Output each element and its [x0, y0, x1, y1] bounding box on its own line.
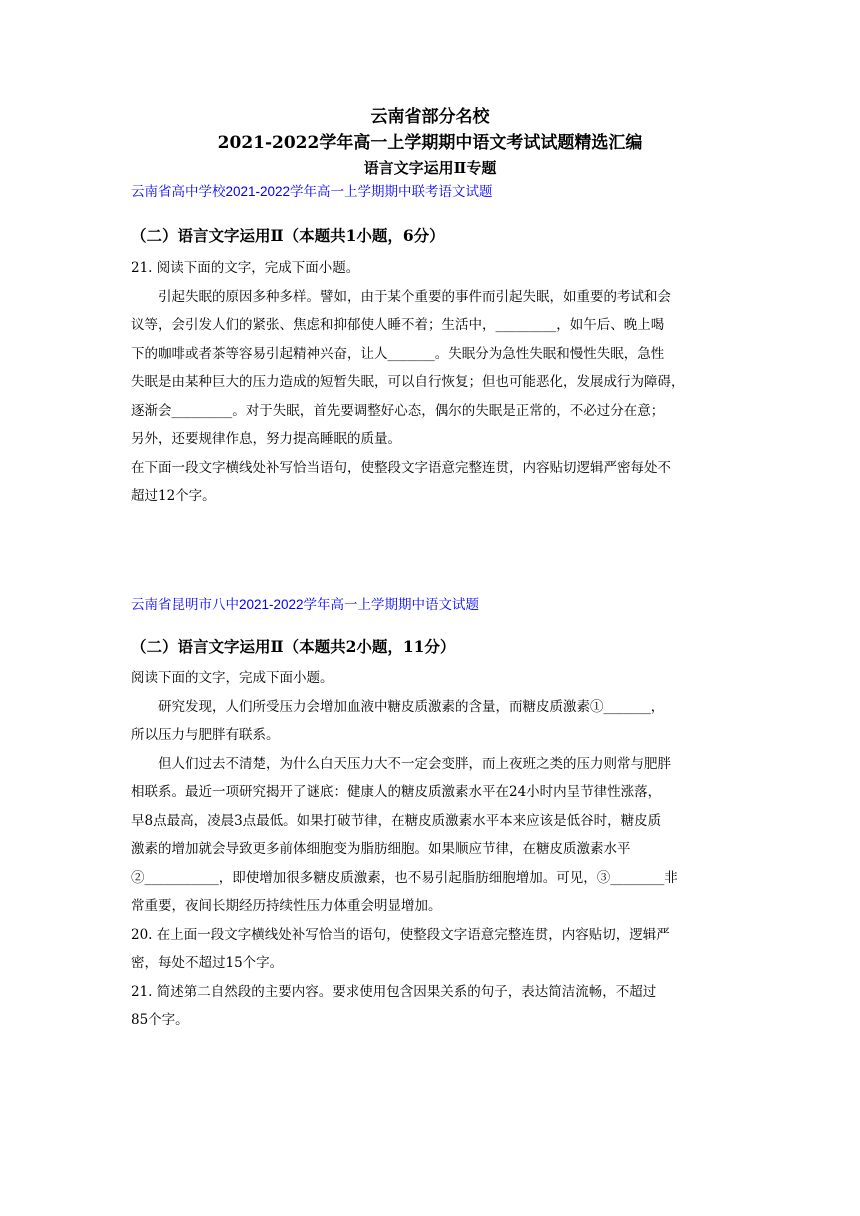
- question-21-line: 21. 简述第二自然段的主要内容。要求使用包含因果关系的句子，表达简洁流畅，不超过: [131, 983, 657, 1000]
- passage-line: 下的咖啡或者茶等容易引起精神兴奋，让人_______。失眠分为急性失眠和慢性失眠，急性: [131, 345, 665, 362]
- passage-line: 失眠是由某种巨大的压力造成的短暂失眠，可以自行恢复；但也可能恶化，发展成行为障碍，: [131, 374, 685, 390]
- section2-heading: （二）语言文字运用Ⅱ（本题共2小题，11分）: [131, 637, 456, 656]
- passage-line: 所以压力与肥胖有联系。: [131, 727, 280, 743]
- instruction-line: 在下面一段文字横线处补写恰当语句，使整段文字语意完整连贯，内容贴切逻辑严密每处不: [131, 459, 671, 476]
- passage-line: 引起失眠的原因多种多样。譬如，由于某个重要的事件而引起失眠，如重要的考试和会: [158, 288, 671, 305]
- instruction-line: 超过12个字。: [131, 488, 216, 504]
- question-21-line: 85个字。: [131, 1012, 189, 1028]
- section1-body: [131, 254, 729, 511]
- section2-source-link[interactable]: 云南省昆明市八中2021-2022学年高一上学期期中语文试题: [131, 597, 480, 612]
- question-20-line: 20. 在上面一段文字横线处补写恰当的语句，使整段文字语意完整连贯，内容贴切，逻辑严: [131, 926, 670, 943]
- passage-line: 相联系。最近一项研究揭开了谜底：健康人的糖皮质激素水平在24小时内呈节律性涨落，: [131, 784, 662, 800]
- passage-line: ②___________，即使增加很多糖皮质激素，也不易引起脂肪细胞增加。可见，③________非: [131, 869, 678, 886]
- passage-line: 逐渐会_________。对于失眠，首先要调整好心态，偶尔的失眠是正常的，不必过分在意；: [131, 402, 665, 419]
- passage-line: 研究发现，人们所受压力会增加血液中糖皮质激素的含量，而糖皮质激素①_______，: [158, 698, 665, 715]
- passage-line: 常重要，夜间长期经历持续性压力体重会明显增加。: [131, 898, 442, 914]
- section1-source-link[interactable]: 云南省高中学校2021-2022学年高一上学期期中联考语文试题: [131, 184, 493, 199]
- passage-line: 但人们过去不清楚，为什么白天压力大不一定会变胖，而上夜班之类的压力则常与肥胖: [158, 755, 671, 772]
- document-header: [0, 104, 860, 180]
- reading-intro: 阅读下面的文字，完成下面小题。: [131, 670, 334, 686]
- question-21-intro: 21. 阅读下面的文字，完成下面小题。: [131, 260, 360, 276]
- section1-heading: （二）语言文字运用Ⅱ（本题共1小题，6分）: [131, 226, 445, 245]
- section2-body: [131, 664, 729, 1035]
- question-20-line: 密，每处不超过15个字。: [131, 955, 284, 971]
- passage-line: 激素的增加就会导致更多前体细胞变为脂肪细胞。如果顺应节律，在糖皮质激素水平: [131, 841, 631, 857]
- header-exam-title: 2021-2022学年高一上学期期中语文考试试题精选汇编: [217, 133, 643, 153]
- passage-line: 早8点最高，凌晨3点最低。如果打破节律，在糖皮质激素水平本来应该是低谷时，糖皮质: [131, 812, 662, 829]
- header-school-line: 云南省部分名校: [370, 107, 490, 127]
- passage-line: 另外，还要规律作息，努力提高睡眠的质量。: [131, 431, 401, 447]
- passage-line: 议等，会引发人们的紧张、焦虑和抑郁使人睡不着；生活中，_________，如午后、晚上喝: [131, 317, 665, 333]
- header-topic: 语言文字运用Ⅱ专题: [363, 159, 497, 177]
